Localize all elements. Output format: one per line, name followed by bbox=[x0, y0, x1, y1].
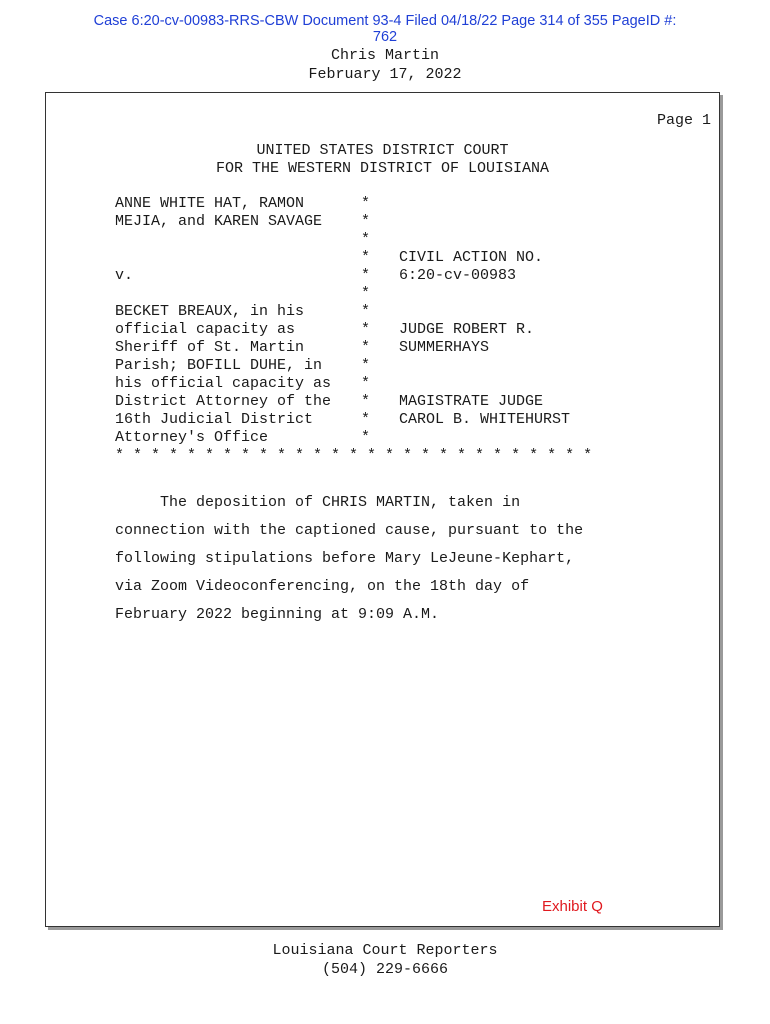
caption-star: * bbox=[361, 249, 371, 266]
caption-star: * bbox=[361, 411, 371, 428]
caption-party-text: District Attorney of the bbox=[115, 393, 332, 410]
court-title-line1: UNITED STATES DISTRICT COURT bbox=[256, 142, 509, 159]
caption-party-text bbox=[115, 249, 361, 267]
caption-row bbox=[115, 339, 639, 357]
caption-case-info bbox=[399, 429, 639, 447]
caption-star: * bbox=[361, 303, 371, 320]
caption-case-info bbox=[399, 213, 639, 231]
deponent-name: Chris Martin bbox=[330, 47, 440, 64]
caption-party-text: his official capacity as bbox=[115, 375, 332, 392]
caption-row bbox=[115, 267, 639, 285]
caption-party-text: MEJIA, and KAREN SAVAGE bbox=[115, 213, 323, 230]
caption-party-text: ANNE WHITE HAT, RAMON bbox=[115, 195, 305, 212]
court-title-line2: FOR THE WESTERN DISTRICT OF LOUISIANA bbox=[215, 160, 550, 177]
caption-star: * bbox=[361, 195, 371, 212]
caption-row bbox=[115, 411, 639, 429]
caption-star: * bbox=[361, 213, 371, 230]
caption-case-info: 6:20-cv-00983 bbox=[399, 267, 517, 284]
caption-divider: * * * * * * * * * * * * * * * * * * * * * * * * * * * bbox=[115, 447, 593, 464]
caption-star: * bbox=[361, 375, 371, 392]
caption-case-info bbox=[399, 231, 639, 249]
court-filing-stamp bbox=[0, 13, 770, 45]
caption-party-text: Parish; BOFILL DUHE, in bbox=[115, 357, 323, 374]
caption-case-info: SUMMERHAYS bbox=[399, 339, 490, 356]
caption-party-text: official capacity as bbox=[115, 321, 296, 338]
caption-star: * bbox=[361, 321, 371, 338]
caption-row bbox=[115, 357, 639, 375]
caption-party-text: Attorney's Office bbox=[115, 429, 269, 446]
body-line: February 2022 beginning at 9:09 A.M. bbox=[115, 606, 440, 623]
caption-case-info: CIVIL ACTION NO. bbox=[399, 249, 544, 266]
caption-star: * bbox=[361, 267, 371, 284]
caption-case-info bbox=[399, 357, 639, 375]
deposition-intro-paragraph bbox=[115, 489, 583, 629]
caption-party-text bbox=[115, 285, 361, 303]
caption-row bbox=[115, 195, 639, 213]
court-title bbox=[46, 142, 719, 178]
caption-row bbox=[115, 321, 639, 339]
filing-stamp-line1: Case 6:20-cv-00983-RRS-CBW Document 93-4 Filed 04/18/22 Page 314 of 355 PageID #: bbox=[93, 13, 677, 29]
caption-party-text: Sheriff of St. Martin bbox=[115, 339, 305, 356]
caption-star: * bbox=[361, 339, 371, 356]
body-line: via Zoom Videoconferencing, on the 18th day of bbox=[115, 578, 530, 595]
caption-row bbox=[115, 213, 639, 231]
caption-case-info bbox=[399, 303, 639, 321]
exhibit-label: Exhibit Q bbox=[542, 898, 603, 915]
deposition-header bbox=[0, 46, 770, 84]
caption-star: * bbox=[361, 231, 371, 248]
page-number: Page 1 bbox=[656, 112, 711, 129]
caption-row bbox=[115, 231, 639, 249]
caption-case-info: MAGISTRATE JUDGE bbox=[399, 393, 544, 410]
caption-party-text: BECKET BREAUX, in his bbox=[115, 303, 305, 320]
reporter-phone: (504) 229-6666 bbox=[321, 961, 449, 978]
caption-row bbox=[115, 285, 639, 303]
caption-case-info bbox=[399, 375, 639, 393]
caption-row bbox=[115, 429, 639, 447]
filing-stamp-line2: 762 bbox=[372, 29, 398, 45]
caption-case-info bbox=[399, 285, 639, 303]
reporter-footer bbox=[0, 941, 770, 979]
body-line: connection with the captioned cause, pursuant to the bbox=[115, 522, 584, 539]
caption-row bbox=[115, 393, 639, 411]
transcript-page bbox=[45, 92, 720, 927]
caption-star: * bbox=[361, 393, 371, 410]
caption-row bbox=[115, 249, 639, 267]
caption-case-info: CAROL B. WHITEHURST bbox=[399, 411, 571, 428]
reporter-name: Louisiana Court Reporters bbox=[272, 942, 498, 959]
body-line: following stipulations before Mary LeJeune-Kephart, bbox=[115, 550, 575, 567]
caption-row bbox=[115, 303, 639, 321]
caption-party-text: v. bbox=[115, 267, 134, 284]
caption-star: * bbox=[361, 285, 371, 302]
case-caption bbox=[115, 195, 639, 447]
deposition-date: February 17, 2022 bbox=[308, 66, 462, 83]
caption-case-info: JUDGE ROBERT R. bbox=[399, 321, 535, 338]
caption-star: * bbox=[361, 357, 371, 374]
body-line: The deposition of CHRIS MARTIN, taken in bbox=[115, 494, 521, 511]
caption-party-text: 16th Judicial District bbox=[115, 411, 314, 428]
caption-star: * bbox=[361, 429, 371, 446]
caption-row bbox=[115, 375, 639, 393]
caption-case-info bbox=[399, 195, 639, 213]
caption-party-text bbox=[115, 231, 361, 249]
